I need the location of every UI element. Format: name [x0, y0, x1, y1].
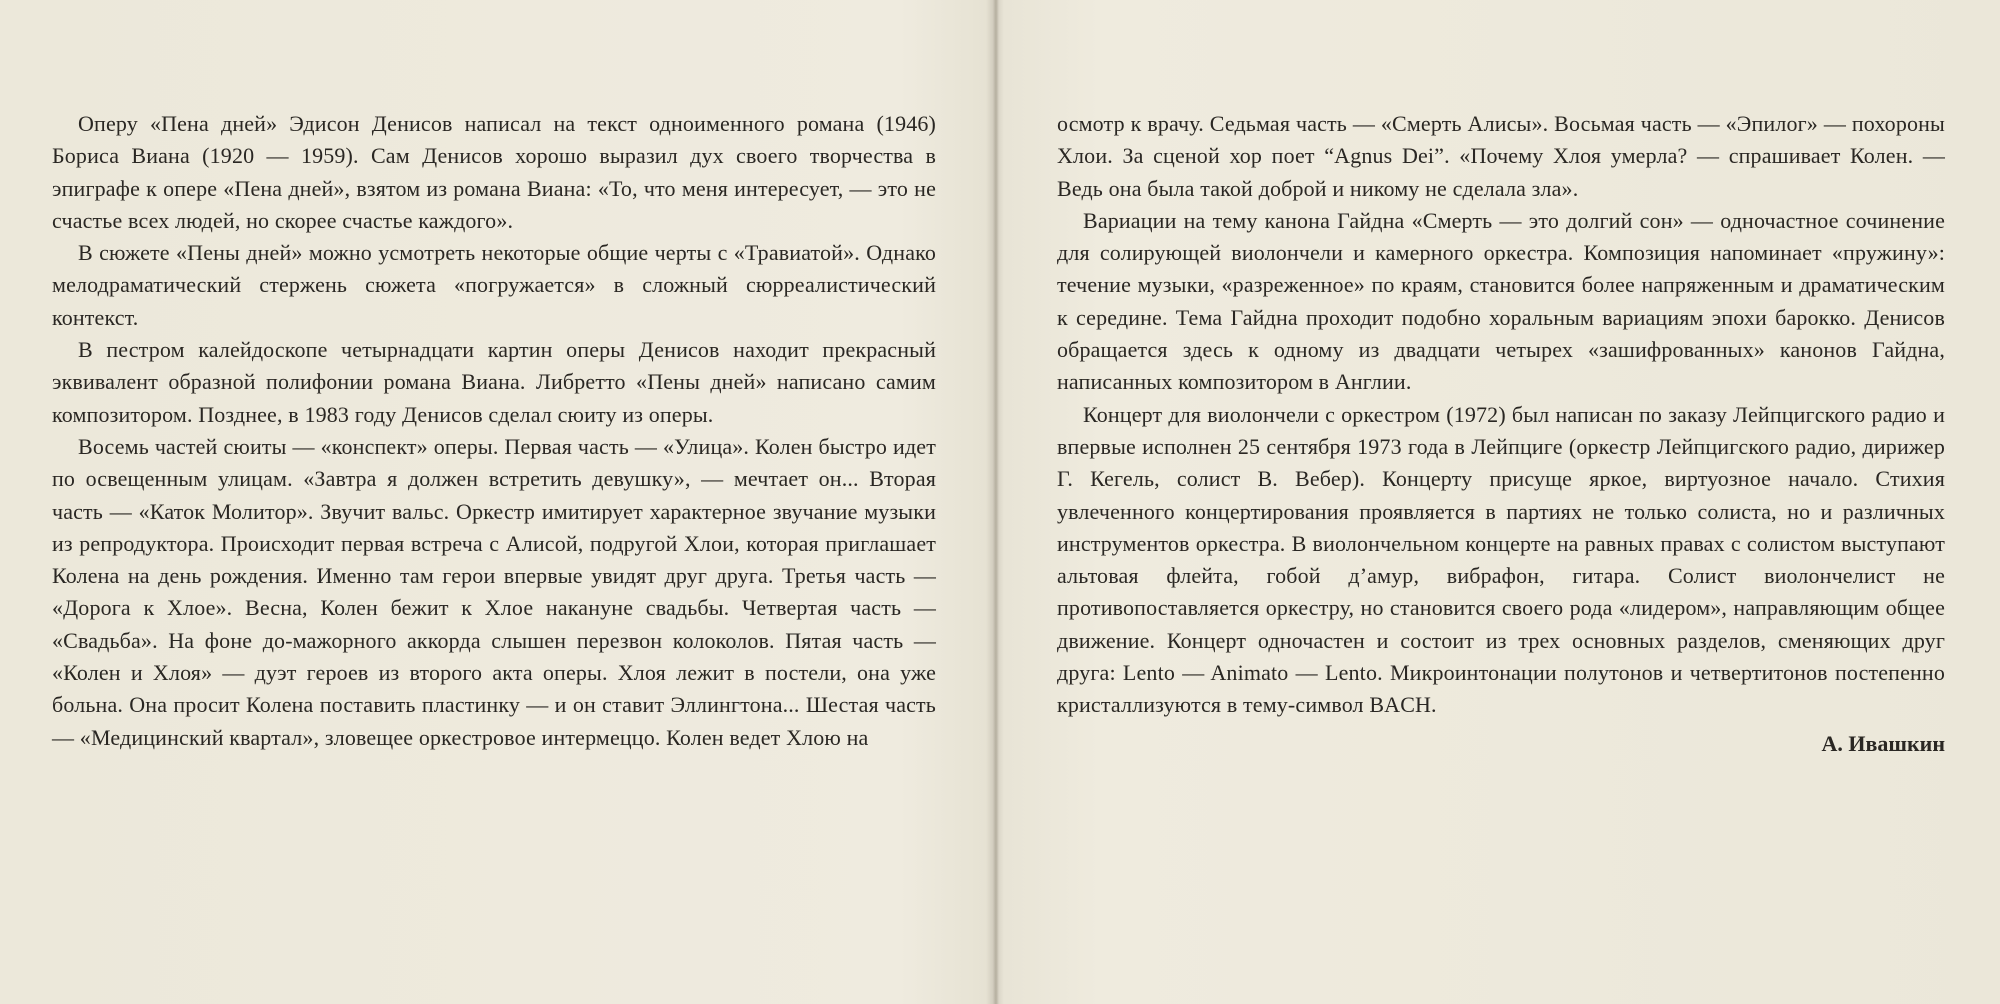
- paragraph-continuation: осмотр к врачу. Седьмая часть — «Смерть Алисы». Восьмая часть — «Эпилог» — похороны Хлои. За сценой хор поет “Agnus Dei”. «Почему Хлоя умерла? — спрашивает Колен. — Ведь она была такой доброй и никому не сделала зла».: [1057, 111, 1945, 201]
- left-page: [52, 108, 936, 754]
- author-signature: А. Ивашкин: [1821, 730, 1945, 756]
- paragraph-opera-intro: Оперу «Пена дней» Эдисон Денисов написал на текст одноименного романа (1946) Бориса Виана (1920 — 1959). Сам Денисов хорошо выразил дух своего творчества в эпиграфе к опере «Пена дней», взятом из романа Виана: «То, что меня интересует, — это не счастье всех людей, но скорее счастье каждого».: [52, 111, 936, 233]
- paragraph-cello-concerto: Концерт для виолончели с оркестром (1972) был написан по заказу Лейпцигского радио и впервые исполнен 25 сентября 1973 года в Лейпциге (оркестр Лейпцигского радио, дирижер Г. Кегель, солист В. Вебер). Концерту присуще яркое, виртуозное начало. Стихия увлеченного концертирования проявляется в партиях не только солиста, но и различных инструментов оркестра. В виолончельном концерте на равных правах с солистом выступают альтовая флейта, гобой д’амур, вибрафон, гитара. Солист виолончелист не противопоставляется оркестру, но становится своего рода «лидером», направляющим общее движение. Концерт одночастен и состоит из трех основных разделов, сменяющих друг друга: Lento — Animato — Lento. Микроинтонации полутонов и четвертитонов постепенно кристаллизуются в тему-символ BACH.: [1057, 401, 1945, 718]
- paragraph-suite-parts: Восемь частей сюиты — «конспект» оперы. Первая часть — «Улица». Колен быстро идет по освещенным улицам. «Завтра я должен встретить девушку», — мечтает он... Вторая часть — «Каток Молитор». Звучит вальс. Оркестр имитирует характерное звучание музыки из репродуктора. Происходит первая встреча с Алисой, подругой Хлои, которая приглашает Колена на день рождения. Именно там герои впервые увидят друг друга. Третья часть — «Дорога к Хлое». Весна, Колен бежит к Хлое накануне свадьбы. Четвертая часть — «Свадьба». На фоне до-мажорного аккорда слышен перезвон колоколов. Пятая часть — «Колен и Хлоя» — дуэт героев из второго акта оперы. Хлоя лежит в постели, она уже больна. Она просит Колена поставить пластинку — и он ставит Эллингтона... Шестая часть — «Медицинский квартал», зловещее оркестровое интермеццо. Колен ведет Хлою на: [52, 433, 936, 750]
- paragraph-kaleidoscope: В пестром калейдоскопе четырнадцати картин оперы Денисов находит прекрасный эквивалент образной полифонии романа Виана. Либретто «Пены дней» написано самим композитором. Позднее, в 1983 году Денисов сделал сюиту из оперы.: [52, 337, 936, 427]
- page-fold: [993, 0, 999, 1004]
- paragraph-haydn-variations: Вариации на тему канона Гайдна «Смерть — это долгий сон» — одночастное сочинение для солирующей виолончели и камерного оркестра. Композиция напоминает «пружину»: течение музыки, «разреженное» по краям, становится более напряженным и драматическим к середине. Тема Гайдна проходит подобно хоральным вариациям эпохи барокко. Денисов обращается здесь к одному из двадцати четырех «зашифрованных» канонов Гайдна, написанных композитором в Англии.: [1057, 207, 1945, 395]
- right-page: [1057, 108, 1945, 760]
- paragraph-traviata: В сюжете «Пены дней» можно усмотреть некоторые общие черты с «Травиатой». Однако мелодраматический стержень сюжета «погружается» в сложный сюрреалистический контекст.: [52, 240, 936, 330]
